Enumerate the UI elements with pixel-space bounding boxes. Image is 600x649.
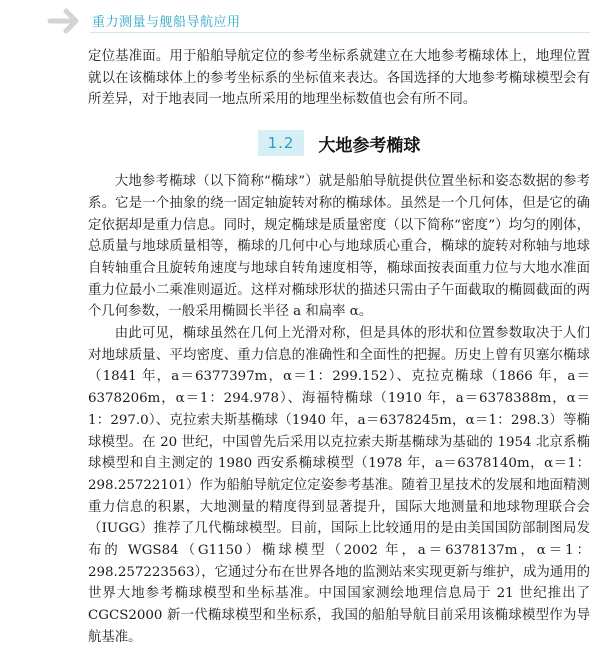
header-divider bbox=[90, 32, 590, 33]
page-header bbox=[0, 0, 600, 40]
section-number: 1.2 bbox=[258, 130, 305, 156]
section-title: 大地参考椭球 bbox=[318, 135, 421, 156]
intro-paragraph: 定位基准面。用于船舶导航定位的参考坐标系就建立在大地参考椭球体上，地理位置就以在该椭球体上的参考坐标系的坐标值来表达。各国选择的大地参考椭球模型会有所差异，对于地表同一地点所采用的地理坐标数值也会有所不同。 bbox=[88, 49, 590, 108]
body-paragraph-2: 由此可见，椭球虽然在几何上光滑对称，但是具体的形状和位置参数取决于人们对地球质量、平均密度、重力信息的准确性和全面性的把握。历史上曾有贝塞尔椭球（1841 年，a＝6377397m，α＝1：299.152）、克拉克椭球（1866 年，a＝6378206m，α＝1：294.978）、海福特椭球（1910 年，a＝6378388m，α＝1：297.0）、克拉索夫斯基椭球（1940 年，a＝6378245m，α＝1：298.3）等椭球模型。在 20 世纪，中国曾先后采用以克拉索夫斯基椭球为基础的 1954 北京系椭球模型和自主测定的 1980 西安系椭球模型（1978 年，a＝6378140m，α＝1：298.25722101）作为船舶导航定位定姿参考基准。随着卫星技术的发展和地面精测重力信息的积累，大地测量的精度得到显著提升，国际大地测量和地球物理联合会（IUGG）推荐了几代椭球模型。目前，国际上比较通用的是由美国国防部制图局发布的 WGS84（G1150）椭球模型（2002 年，a＝6378137m，α＝1：298.257223563），它通过分布在世界各地的监测站来实现更新与维护，成为通用的世界大地参考椭球模型和坐标基准。中国国家测绘地理信息局于 21 世纪推出了 CGCS2000 新一代椭球模型和坐标系，我国的船舶导航目前采用该椭球模型作为导航基准。 bbox=[88, 326, 590, 645]
page-body bbox=[88, 46, 590, 649]
section-heading bbox=[88, 125, 590, 161]
running-header-title: 重力测量与舰船导航应用 bbox=[92, 15, 241, 30]
arrow-right-icon bbox=[46, 6, 86, 36]
body-paragraph-1: 大地参考椭球（以下简称“椭球”）就是船舶导航提供位置坐标和姿态数据的参考系。它是一个抽象的绕一固定轴旋转对称的椭球体。虽然是一个几何体，但是它的确定依据却是重力信息。同时，规定椭球是质量密度（以下简称“密度”）均匀的刚体，总质量与地球质量相等，椭球的几何中心与地球质心重合，椭球的旋转对称轴与地球自转轴重合且旋转角速度与地球自转角速度相等，椭球面按表面重力位与大地水准面重力位最小二乘准则逼近。这样对椭球形状的描述只需由子午面截取的椭圆截面的两个几何参数，一般采用椭圆长半径 a 和扁率 α。 bbox=[88, 174, 590, 320]
